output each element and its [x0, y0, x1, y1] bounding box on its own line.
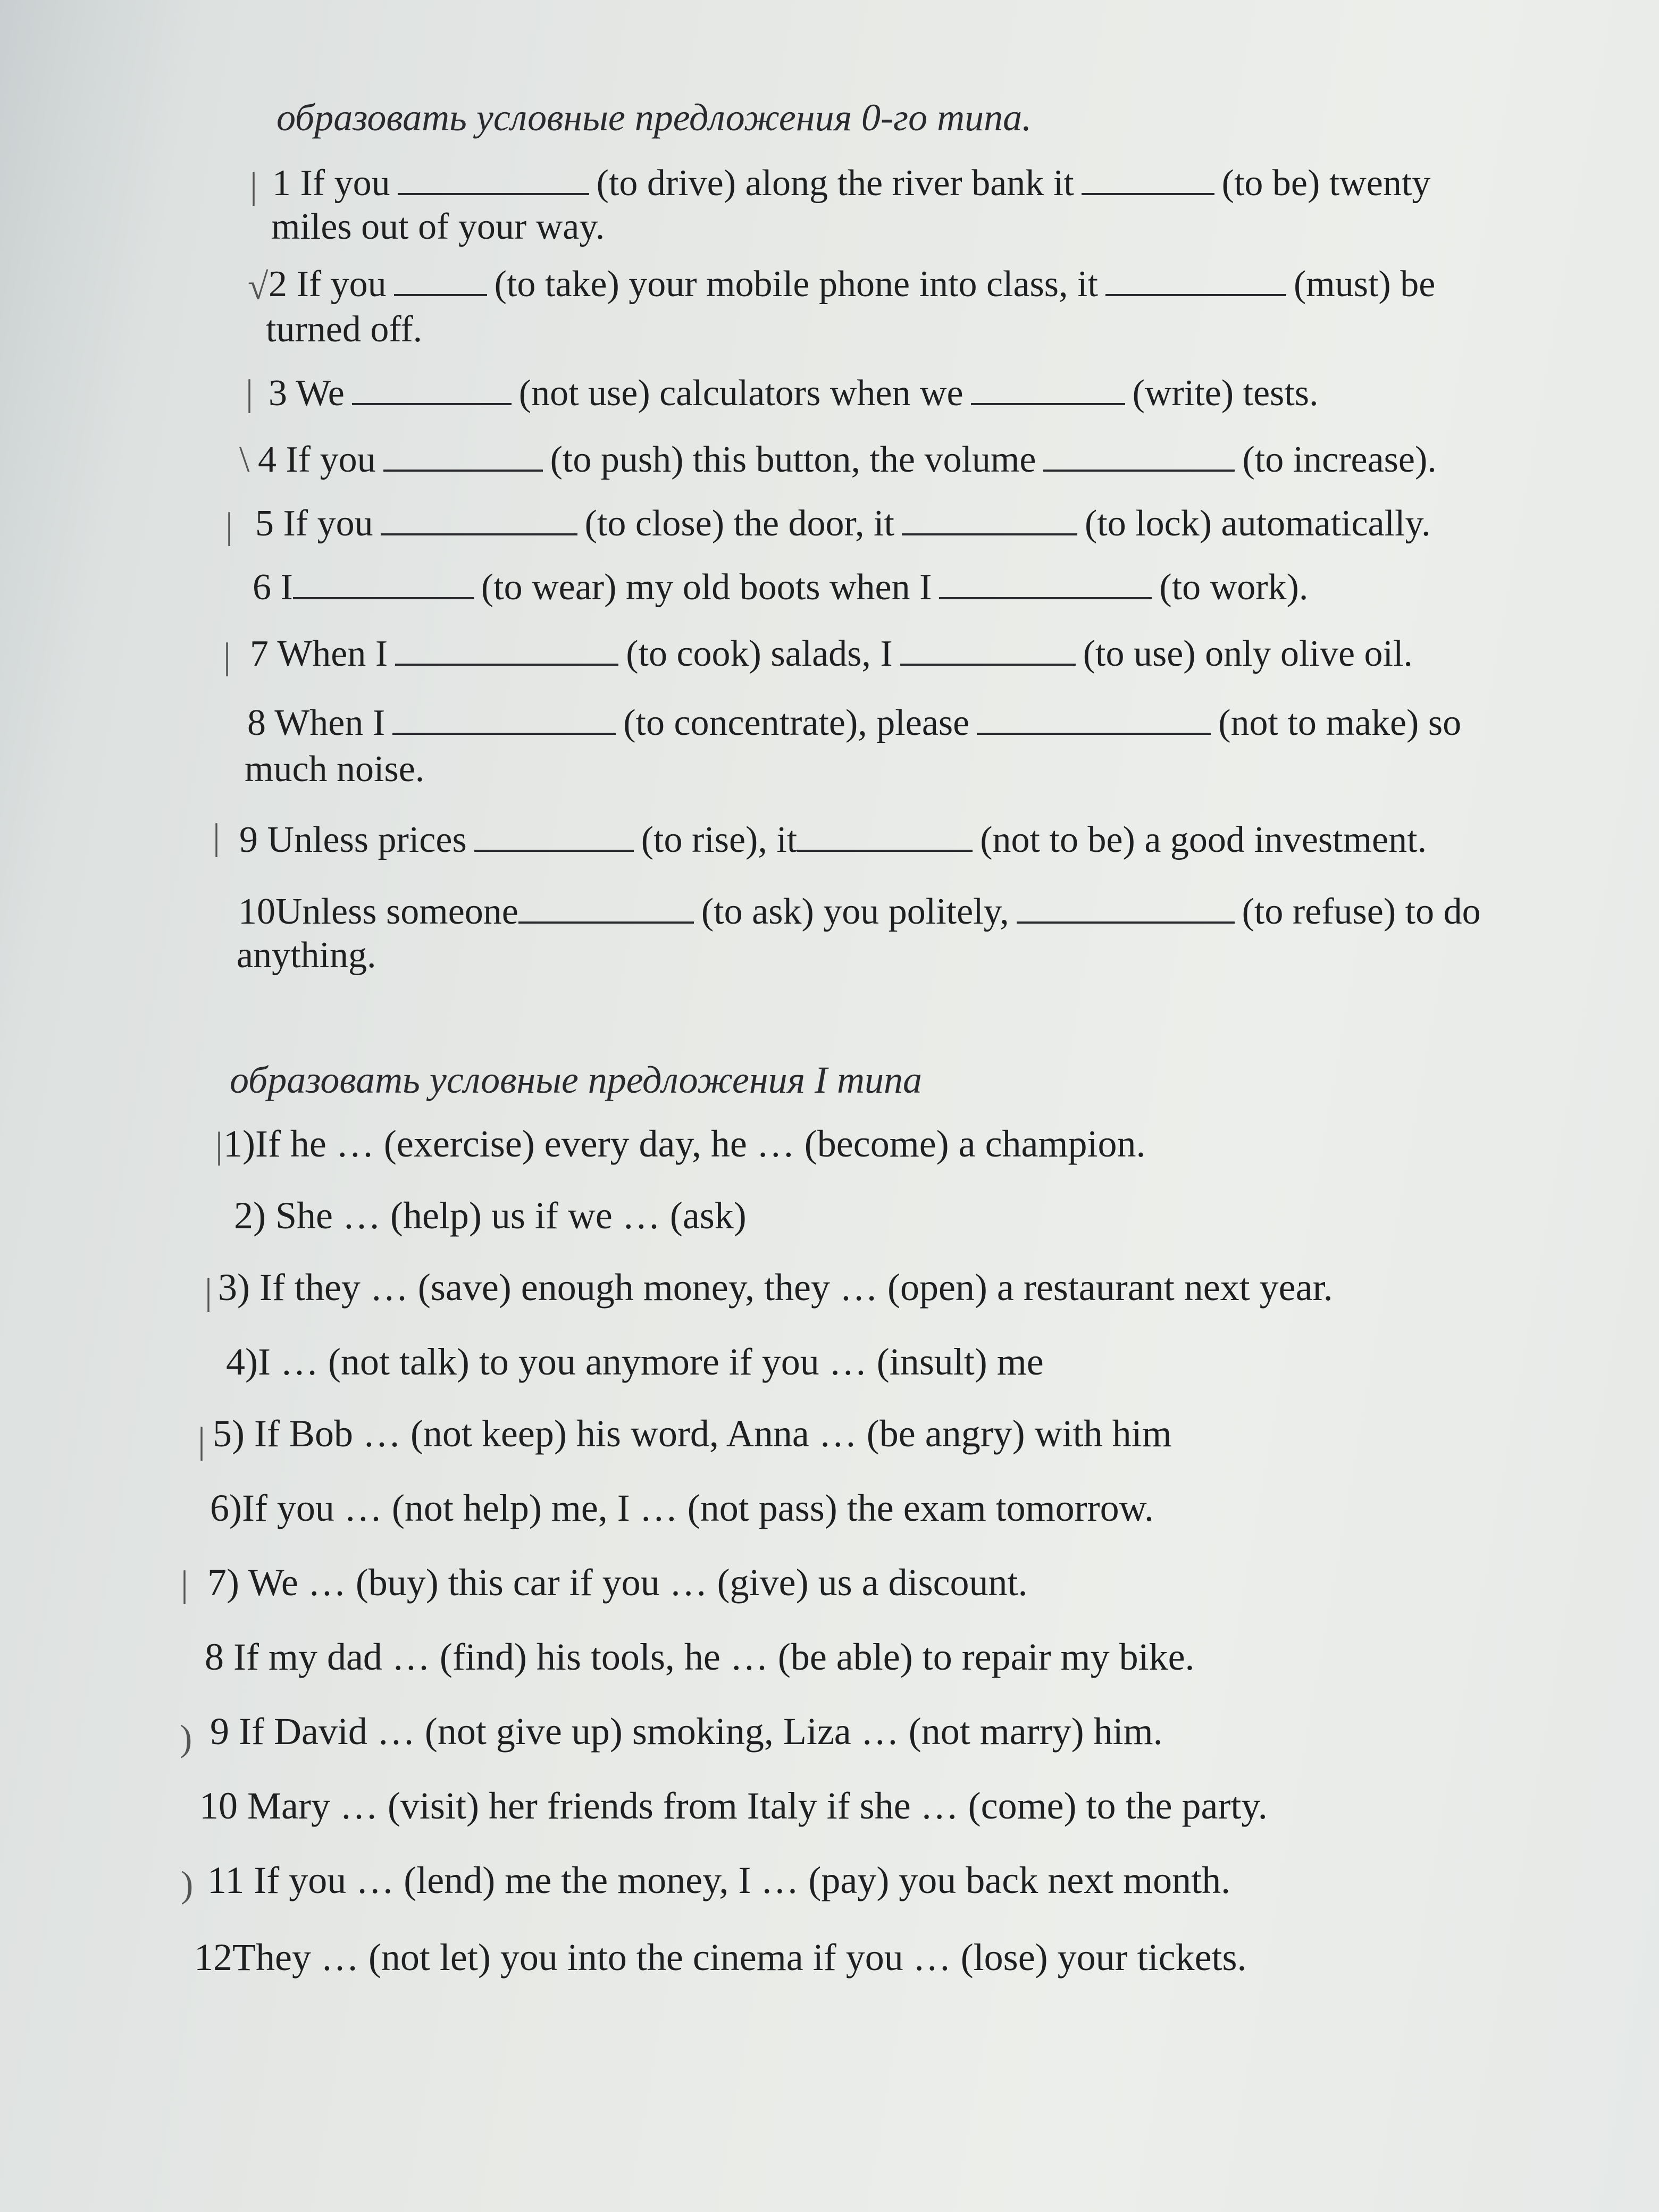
- exercise-item-10-cont: anything.: [237, 935, 376, 976]
- exercise-item-6: 6 I (to wear) my old boots when I (to work).: [253, 567, 1309, 608]
- sentence-10: 10 Mary … (visit) her friends from Italy if she … (come) to the party.: [199, 1784, 1268, 1827]
- pencil-mark: |: [250, 165, 258, 206]
- exercise-item-2: 2 If you (to take) your mobile phone into class, it (must) be: [269, 264, 1436, 305]
- sentence-7: 7) We … (buy) this car if you … (give) us a discount.: [207, 1561, 1028, 1604]
- pencil-mark: \: [239, 439, 250, 480]
- exercise-item-2-cont: turned off.: [266, 309, 423, 350]
- sentence-8: 8 If my dad … (find) his tools, he … (be able) to repair my bike.: [205, 1636, 1195, 1678]
- exercise-item-10: 10Unless someone (to ask) you politely, (to refuse) to do: [238, 891, 1481, 932]
- pencil-mark: |: [181, 1564, 189, 1605]
- sentence-6: 6)If you … (not help) me, I … (not pass) the exam tomorrow.: [210, 1487, 1154, 1529]
- sentence-1: 1)If he … (exercise) every day, he … (become) a champion.: [223, 1122, 1146, 1165]
- sentence-3: 3) If they … (save) enough money, they … (open) a restaurant next year.: [218, 1266, 1333, 1309]
- exercise-item-3: 3 We (not use) calculators when we (write) tests.: [269, 373, 1319, 414]
- sentence-9: 9 If David … (not give up) smoking, Liza … (not marry) him.: [210, 1710, 1163, 1753]
- section2-heading: образовать условные предложения I типа: [230, 1059, 923, 1101]
- exercise-item-4: 4 If you (to push) this button, the volume (to increase).: [258, 439, 1437, 480]
- exercise-item-8-cont: much noise.: [245, 749, 425, 790]
- exercise-item-9: 9 Unless prices (to rise), it (not to be) a good investment.: [239, 819, 1427, 860]
- sentence-12: 12They … (not let) you into the cinema if you … (lose) your tickets.: [194, 1936, 1247, 1979]
- exercise-item-5: 5 If you (to close) the door, it (to lock) automatically.: [255, 503, 1431, 544]
- pencil-mark: ): [181, 1864, 194, 1905]
- pencil-mark: |: [246, 373, 254, 414]
- check-mark: √: [248, 266, 269, 307]
- sentence-2: 2) She … (help) us if we … (ask): [234, 1194, 747, 1237]
- exercise-item-8: 8 When I (to concentrate), please (not to make) so: [247, 702, 1462, 743]
- pencil-mark: |: [205, 1271, 213, 1312]
- pencil-mark: ): [180, 1718, 192, 1759]
- section1-heading: образовать условные предложения 0-го типа.: [276, 96, 1032, 139]
- pencil-mark: |: [225, 506, 233, 547]
- sentence-11: 11 If you … (lend) me the money, I … (pay) you back next month.: [207, 1859, 1231, 1901]
- pencil-mark: |: [223, 636, 231, 677]
- pencil-mark: |: [198, 1420, 206, 1461]
- sentence-5: 5) If Bob … (not keep) his word, Anna … (be angry) with him: [213, 1412, 1172, 1455]
- exercise-item-1: 1 If you (to drive) along the river bank it (to be) twenty: [272, 163, 1431, 204]
- sentence-4: 4)I … (not talk) to you anymore if you … (insult) me: [226, 1340, 1044, 1383]
- pencil-mark: |: [215, 1125, 223, 1166]
- pencil-mark: |: [213, 817, 221, 858]
- exercise-item-7: 7 When I (to cook) salads, I (to use) only olive oil.: [250, 633, 1413, 674]
- exercise-item-1-cont: miles out of your way.: [271, 206, 605, 247]
